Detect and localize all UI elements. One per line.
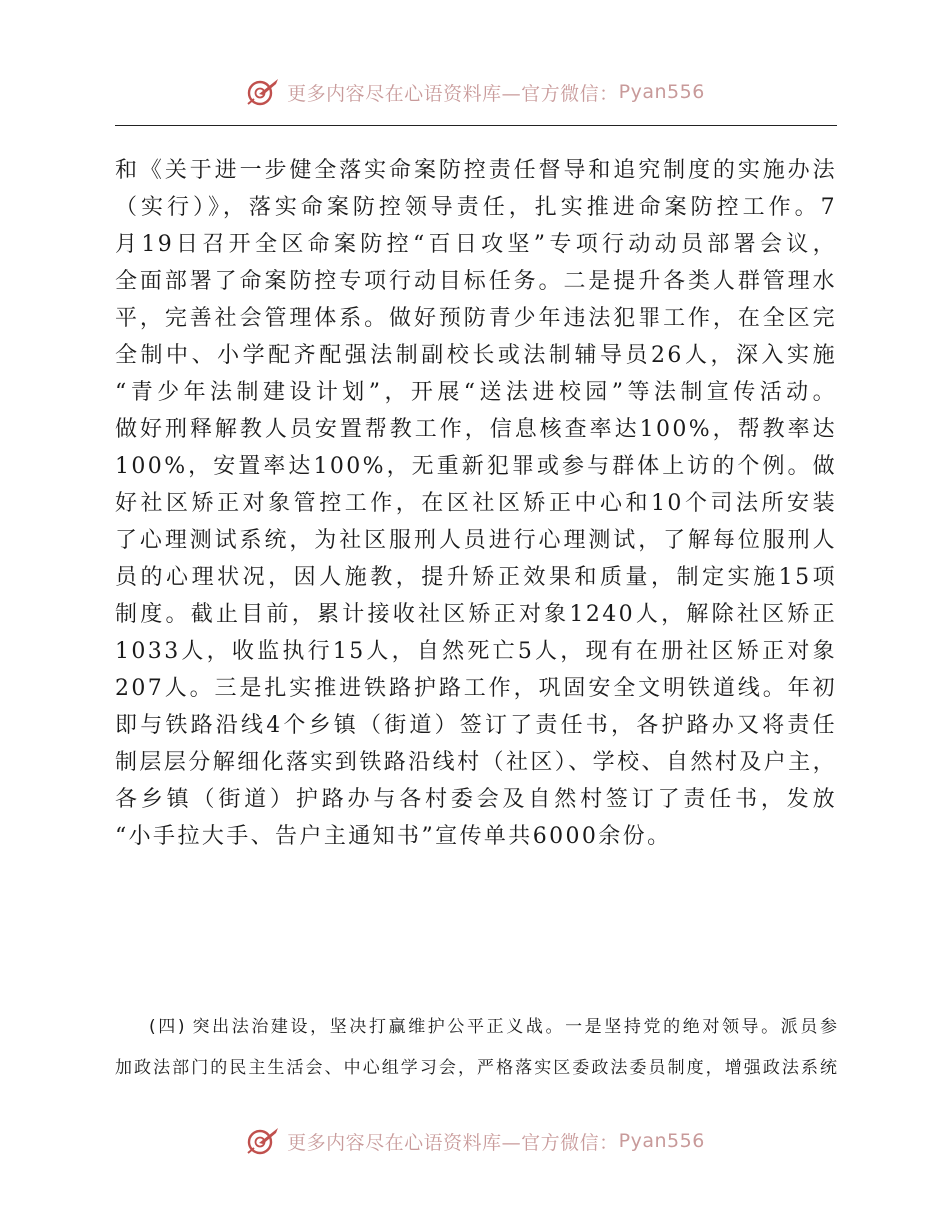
body-line: 100%，安置率达100%，无重新犯罪或参与群体上访的个例。做 <box>115 454 837 479</box>
body-line: 制度。截止目前，累计接收社区矫正对象1240人，解除社区矫正 <box>115 602 837 627</box>
body-line: 好社区矫正对象管控工作，在区社区矫正中心和10个司法所安装 <box>115 491 837 516</box>
document-body <box>115 152 837 855</box>
watermark-wechat-id: Pyan556 <box>618 81 705 103</box>
watermark-text: 更多内容尽在心语资料库—官方微信： <box>287 1131 619 1154</box>
body-line: 全制中、小学配齐配强法制副校长或法制辅导员26人，深入实施 <box>115 343 837 368</box>
body-line-last: “小手拉大手、告户主通知书”宣传单共6000余份。 <box>115 824 672 849</box>
body-line: （实行）》，落实命案防控领导责任，扎实推进命案防控工作。7 <box>115 195 837 220</box>
body-line: 员的心理状况，因人施教，提升矫正效果和质量，制定实施15项 <box>115 565 837 590</box>
body-line: 平，完善社会管理体系。做好预防青少年违法犯罪工作，在全区完 <box>115 306 837 331</box>
body-line: “青少年法制建设计划”，开展“送法进校园”等法制宣传活动。 <box>115 380 837 405</box>
body-line: 制层层分解细化落实到铁路沿线村（社区）、学校、自然村及户主， <box>115 750 837 775</box>
header-divider <box>115 125 837 126</box>
watermark-text: 更多内容尽在心语资料库—官方微信： <box>287 82 619 105</box>
body-line: 207人。三是扎实推进铁路护路工作，巩固安全文明铁道线。年初 <box>115 676 837 701</box>
body-line: 了心理测试系统，为社区服刑人员进行心理测试，了解每位服刑人 <box>115 528 837 553</box>
body-line: 全面部署了命案防控专项行动目标任务。二是提升各类人群管理水 <box>115 269 837 294</box>
watermark-footer <box>0 1121 950 1161</box>
section-4-line: 加政法部门的民主生活会、中心组学习会，严格落实区委政法委员制度，增强政法系统 <box>115 1058 837 1078</box>
body-line: 各乡镇（街道）护路办与各村委会及自然村签订了责任书，发放 <box>115 787 837 812</box>
body-line: 和《关于进一步健全落实命案防控责任督导和追究制度的实施办法 <box>115 158 837 183</box>
section-4-line: (四) 突出法治建设，坚决打赢维护公平正义战。一是坚持党的绝对领导。派员参 <box>149 1017 837 1037</box>
section-4-paragraph <box>115 1007 837 1089</box>
body-line: 即与铁路沿线4个乡镇（街道）签订了责任书，各护路办又将责任 <box>115 713 837 738</box>
body-line: 做好刑释解教人员安置帮教工作，信息核查率达100%，帮教率达 <box>115 417 837 442</box>
watermark-header <box>0 72 950 112</box>
quill-logo-icon <box>245 1125 281 1157</box>
watermark-wechat-id: Pyan556 <box>618 1130 705 1152</box>
body-line: 月19日召开全区命案防控“百日攻坚”专项行动动员部署会议， <box>115 232 837 257</box>
body-line: 1033人，收监执行15人，自然死亡5人，现有在册社区矫正对象 <box>115 639 837 664</box>
quill-logo-icon <box>245 76 281 108</box>
